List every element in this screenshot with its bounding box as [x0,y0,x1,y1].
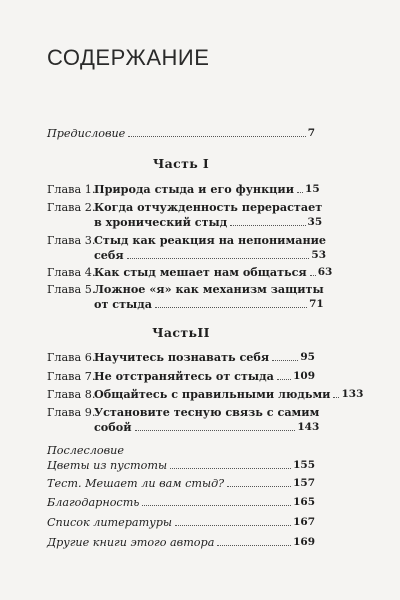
page-number: 143 [297,421,320,433]
chapter-title-cont: от стыда [94,297,152,311]
toc-chapter-3[interactable] [47,233,327,263]
chapter-title: Не отстраняйтесь от стыда [94,369,274,383]
toc-entry-preface[interactable] [47,126,315,141]
dot-leader [272,360,298,361]
toc-entry-afterword[interactable] [47,458,315,473]
dot-leader [297,192,303,193]
dot-leader [127,258,310,259]
dot-leader [155,307,307,308]
page-title: СОДЕРЖАНИЕ [47,45,210,70]
entry-label: Благодарность [47,496,140,509]
chapter-number: Глава 8. [47,388,96,401]
page-number: 167 [293,516,315,528]
toc-entry-thanks[interactable] [47,495,315,510]
chapter-title-cont: собой [94,420,132,434]
page-number: 53 [311,249,327,261]
toc-chapter-9[interactable] [47,405,320,435]
part-heading-1: Часть I [152,156,210,171]
toc-entry-bibliography[interactable] [47,515,315,530]
page-number: 155 [293,459,315,471]
page-number: 133 [341,388,364,400]
entry-label: Список литературы [47,516,172,529]
chapter-number: Глава 3. [47,234,96,247]
page-number: 35 [307,216,323,228]
chapter-number: Глава 6. [47,351,96,364]
part-heading-2: ЧастьII [152,325,210,340]
dot-leader [230,225,305,226]
entry-label: Предисловие [47,127,126,140]
chapter-number: Глава 1. [47,183,96,196]
dot-leader [142,505,291,506]
chapter-title: Природа стыда и его функции [94,182,295,196]
entry-label: Тест. Мешает ли вам стыд? [47,477,225,490]
page-number: 109 [293,370,315,382]
toc-entry-other-books[interactable] [47,535,315,550]
dot-leader [333,397,339,398]
toc-chapter-5[interactable] [47,282,324,312]
chapter-number: Глава 9. [47,406,96,419]
page-number: 95 [300,351,315,363]
dot-leader [277,379,291,380]
dot-leader [170,468,291,469]
toc-chapter-6[interactable] [47,350,315,365]
chapter-number: Глава 5. [47,283,96,296]
page-number: 7 [307,127,315,139]
chapter-title: Стыд как реакция на непонимание [94,233,327,247]
chapter-title-cont: в хронический стыд [94,215,228,229]
toc-entry-test[interactable] [47,476,315,491]
toc-chapter-4[interactable] [47,265,333,280]
chapter-number: Глава 7. [47,370,96,383]
chapter-title: Общайтесь с правильными людьми [94,387,331,401]
toc-chapter-8[interactable] [47,387,364,402]
dot-leader [135,430,296,431]
dot-leader [175,525,291,526]
entry-label: Другие книги этого автора [47,536,215,549]
chapter-title-cont: себя [94,248,124,262]
toc-chapter-1[interactable] [47,182,320,197]
toc-afterword-label: Послесловие [47,444,124,457]
dot-leader [227,486,291,487]
chapter-number: Глава 4. [47,266,96,279]
chapter-title: Ложное «я» как механизм защиты [94,282,324,296]
page-number: 157 [293,477,315,489]
chapter-number: Глава 2. [47,201,96,214]
page-number: 71 [309,298,324,310]
chapter-title: Установите тесную связь с самим [94,405,320,419]
toc-chapter-2[interactable] [47,200,323,230]
chapter-title: Научитесь познавать себя [94,350,270,364]
chapter-title: Как стыд мешает нам общаться [94,265,307,279]
entry-label: Цветы из пустоты [47,459,168,472]
dot-leader [128,136,305,137]
page-number: 169 [293,536,315,548]
dot-leader [310,275,316,276]
page-number: 63 [317,266,333,278]
chapter-title: Когда отчужденность перерастает [94,200,323,214]
page-number: 15 [305,183,320,195]
page-number: 165 [293,496,315,508]
dot-leader [217,545,291,546]
toc-chapter-7[interactable] [47,369,315,384]
